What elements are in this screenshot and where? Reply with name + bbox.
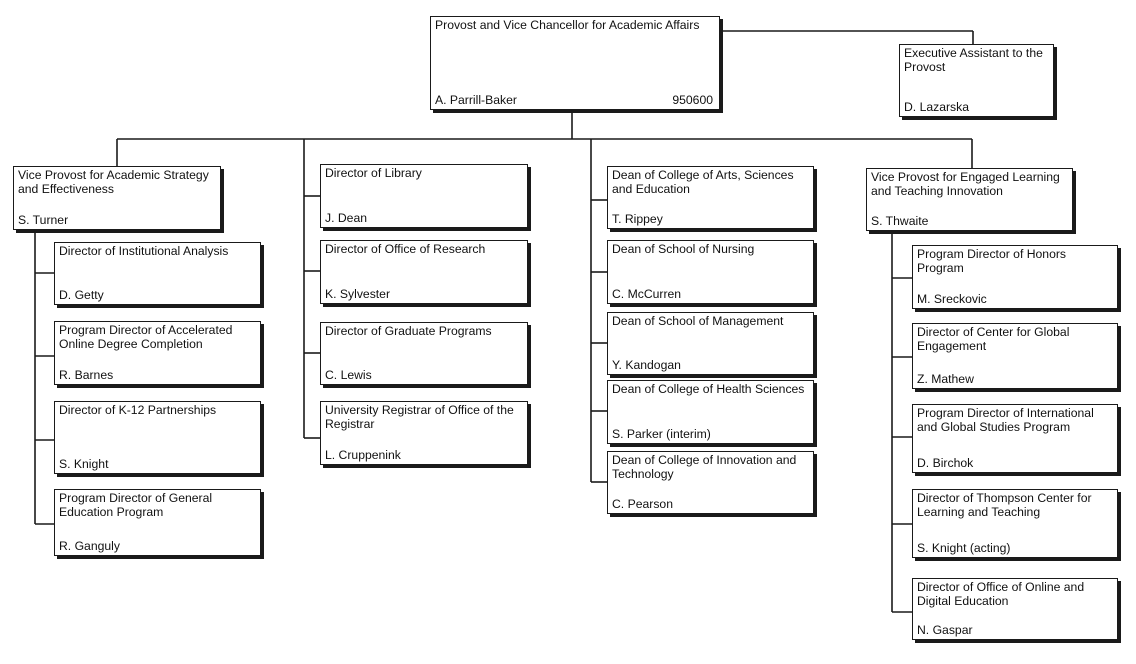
org-box-code: 950600 (672, 93, 713, 107)
org-box (912, 404, 1118, 473)
org-box (320, 401, 528, 465)
org-box (54, 489, 261, 556)
org-box (912, 323, 1118, 389)
org-box (607, 312, 814, 375)
org-box-title: Vice Provost for Engaged Learning and Teaching Innovation (871, 170, 1060, 198)
org-box-name: S. Thwaite (871, 214, 929, 228)
org-box-name: C. Pearson (612, 497, 673, 511)
org-box-name: S. Turner (18, 213, 69, 227)
org-box-name: K. Sylvester (325, 287, 391, 301)
org-box (912, 245, 1118, 309)
org-box-vp-academic-strategy (13, 166, 221, 230)
org-box-name: L. Cruppenink (325, 448, 401, 462)
org-box-name: S. Knight (59, 457, 109, 471)
org-box (320, 322, 528, 385)
org-box-name: R. Barnes (59, 368, 114, 382)
org-box-name: A. Parrill-Baker (435, 93, 517, 107)
org-box (607, 166, 814, 229)
org-box-title: Director of Office of Online and Digital Education (917, 580, 1085, 608)
org-box-title: Program Director of Honors Program (917, 247, 1067, 275)
org-box-title: Program Director of International and Global Studies Program (917, 406, 1094, 434)
org-box-title: Director of Institutional Analysis (59, 244, 229, 258)
org-box-name: S. Knight (acting) (917, 541, 1011, 555)
org-box-title: Provost and Vice Chancellor for Academic Affairs (435, 18, 700, 32)
org-box-name: J. Dean (325, 211, 368, 225)
org-box (320, 164, 528, 228)
org-box-name: C. Lewis (325, 368, 372, 382)
org-box-name: D. Lazarska (904, 100, 970, 114)
org-box-title: Director of Graduate Programs (325, 324, 492, 338)
org-box-title: Dean of School of Nursing (612, 242, 755, 256)
org-box (54, 242, 261, 305)
org-box (54, 321, 261, 385)
org-box (54, 401, 261, 474)
org-box (912, 578, 1118, 640)
org-box-name: S. Parker (interim) (612, 427, 711, 441)
org-box (607, 380, 814, 444)
org-box-title: Vice Provost for Academic Strategy and Effectiveness (18, 168, 209, 196)
org-box-title: Director of Thompson Center for Learning and Teaching (917, 491, 1092, 519)
org-box (320, 240, 528, 304)
org-box-name: R. Ganguly (59, 539, 120, 553)
org-box-name: Z. Mathew (917, 372, 974, 386)
org-box (912, 489, 1118, 558)
org-box-title: Dean of College of Innovation and Technology (612, 453, 797, 481)
org-box-name: N. Gaspar (917, 623, 973, 637)
org-box-name: C. McCurren (612, 287, 682, 301)
org-box-name: D. Birchok (917, 456, 974, 470)
org-box-title: Director of Office of Research (325, 242, 486, 256)
org-box-title: Director of K-12 Partnerships (59, 403, 217, 417)
org-box-title: Dean of College of Arts, Sciences and Education (612, 168, 794, 196)
org-box-executive-assistant (899, 44, 1054, 117)
org-box-title: Dean of School of Management (612, 314, 784, 328)
org-box (607, 451, 814, 514)
org-box-title: Program Director of Accelerated Online Degree Completion (59, 323, 233, 351)
org-box-provost (430, 16, 720, 110)
org-box-vp-engaged-learning (866, 168, 1073, 231)
org-box-title: Executive Assistant to the Provost (904, 46, 1043, 74)
org-box (607, 240, 814, 304)
org-box-title: Dean of College of Health Sciences (612, 382, 805, 396)
org-box-title: University Registrar of Office of the Registrar (325, 403, 514, 431)
org-box-title: Director of Center for Global Engagement (917, 325, 1070, 353)
org-box-name: Y. Kandogan (612, 358, 681, 372)
org-box-title: Program Director of General Education Program (59, 491, 213, 519)
org-box-name: M. Sreckovic (917, 292, 987, 306)
org-box-name: T. Rippey (612, 212, 663, 226)
org-box-name: D. Getty (59, 288, 104, 302)
org-box-title: Director of Library (325, 166, 422, 180)
